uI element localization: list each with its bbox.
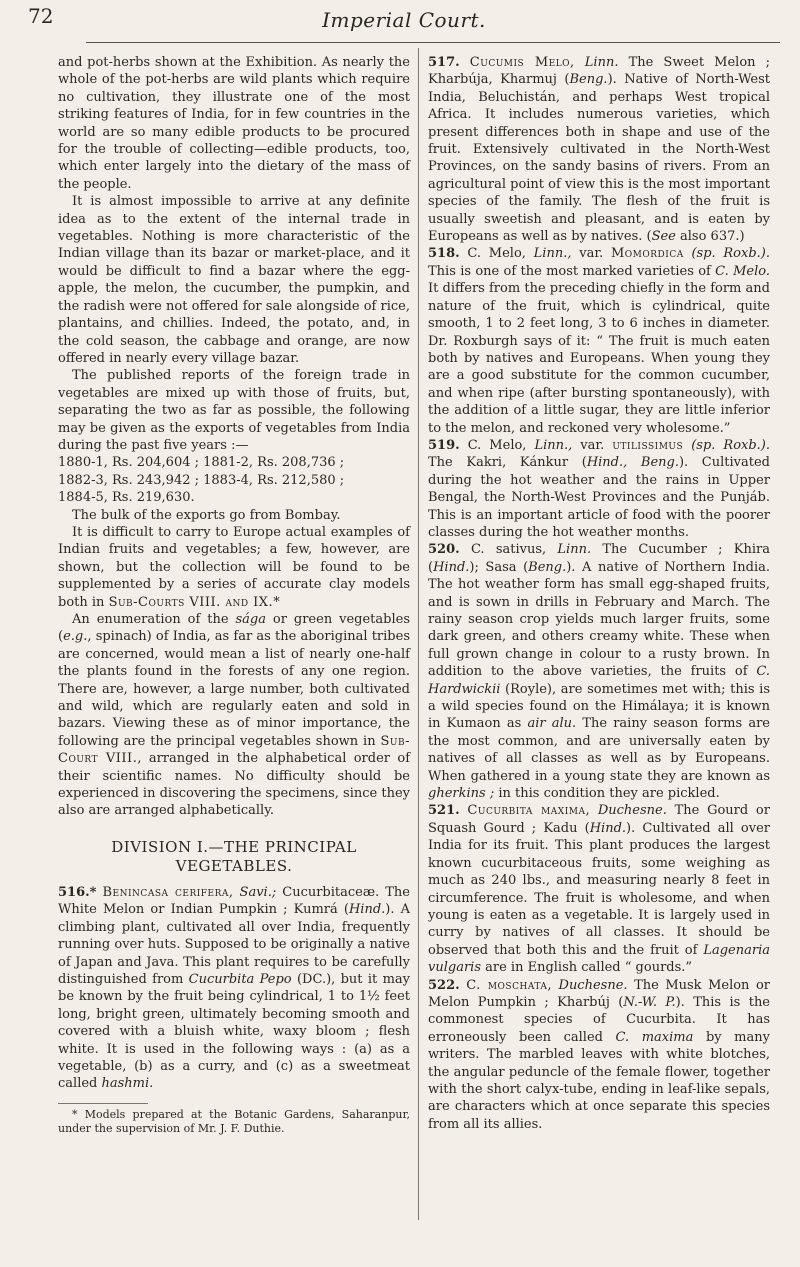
page-number: 72 bbox=[28, 4, 54, 28]
paragraph: The published reports of the foreign trade in vegetables are mixed up with those of fruits, but, separating the two as far as possible, the following may be given as the exports of vegetables from India during the past five years :— bbox=[58, 368, 410, 453]
right-column bbox=[428, 54, 770, 1133]
entry-520: 520. C. sativus, Linn. The Cucumber ; Khira (Hind.); Sasa (Beng.). A native of Northern India. The hot weather form has small egg-shaped fruits, and is sown in drills in February and March. The rainy season crop yields much larger fruits, some dark green, and others creamy white. These when full grown change in colour to a rusty brown. In addition to the above varieties, the fruits of C. Hardwickii (Royle), are sometimes met with; this is a wild species found on the Himálaya; it is known in Kumaon as air alu. The rainy season forms are the most common, and are universally eaten by natives of all classes as well as by Europeans. When gathered in a young state they are known as gherkins ; in this condition they are pickled. bbox=[428, 542, 770, 802]
paragraph: It is difficult to carry to Europe actual examples of Indian fruits and vegetables; a few, however, are shown, but the collection will be found to be supplemented by a series of accurate clay models both in Sub-Courts VIII. and IX.* bbox=[58, 524, 410, 610]
paragraph: It is almost impossible to arrive at any definite idea as to the extent of the internal trade in vegetables. Nothing is more characteristic of the Indian village than its bazar or market-place, and it would be difficult to find a bazar where the egg-apple, the melon, the cucumber, the pumpkin, and the radish were not offered for sale alongside of rice, plantains, and chillies. Indeed, the potato, and, in the cold season, the cabbage and orange, are now offered in nearly every village bazar. bbox=[58, 194, 410, 366]
running-title: Imperial Court. bbox=[322, 8, 486, 32]
paragraph: An enumeration of the sága or green vegetables (e.g., spinach) of India, as far as the aboriginal tribes are concerned, would mean a list of nearly one-half the plants found in the forests of any one region. There are, however, a large number, both cultivated and wild, which are regularly eaten and sold in bazars. Viewing these as of minor importance, the following are the principal vegetables shown in Sub-Court VIII., arranged in the alphabetical order of their scientific names. No difficulty should be experienced in discovering the specimens, since they also are arranged alphabetically. bbox=[58, 612, 411, 819]
column-divider bbox=[418, 48, 419, 1220]
entry-521: 521. Cucurbita maxima, Duchesne. The Gourd or Squash Gourd ; Kadu (Hind.). Cultivated all over India for its fruit. This plant produces the largest known cucurbitaceous fruits, some weighing as much as 240 lbs., and measuring nearly 8 feet in circumference. The fruit is wholesome, and when young is eaten as a vegetable. It is largely used in curry by natives of all classes. It should be observed that both this and the fruit of Lagenaria vulgaris are in English called “ gourds.” bbox=[428, 803, 770, 976]
export-figures-line: 1880-1, Rs. 204,604 ; 1881-2, Rs. 208,736 ; bbox=[58, 455, 345, 471]
page-header bbox=[28, 4, 780, 44]
left-column bbox=[58, 54, 410, 1136]
header-rule bbox=[86, 42, 780, 43]
paragraph: The bulk of the exports go from Bombay. bbox=[72, 507, 341, 523]
entry-517: 517. Cucumis Melo, Linn. The Sweet Melon ; Kharbúja, Kharmuj (Beng.). Native of North-West India, Beluchistán, and perhaps West tropical Africa. It includes numerous varieties, which present differences both in shape and use of the fruit. Extensively cultivated in the North-West Provinces, on the sandy basins of rivers. From an agricultural point of view this is the most important species of the family. The flesh of the fruit is usually sweetish and pleasant, and is eaten by Europeans as well as by natives. (See also 637.) bbox=[428, 55, 770, 245]
footnote: * Models prepared at the Botanic Gardens, Saharanpur, under the supervision of Mr. J. F. Duthie. bbox=[58, 1107, 410, 1135]
entry-519: 519. C. Melo, Linn., var. utilissimus (sp. Roxb.). The Kakri, Kánkur (Hind., Beng.). Cultivated during the hot weather and the rains in Upper Bengal, the North-West Provinces and the Punjáb. This is an important article of food with the poorer classes during the hot weather months. bbox=[428, 437, 771, 540]
export-figures-line: 1882-3, Rs. 243,942 ; 1883-4, Rs. 212,580 ; bbox=[58, 472, 345, 488]
paragraph: and pot-herbs shown at the Exhibition. As nearly the whole of the pot-herbs are wild plants which require no cultivation, they illustrate one of the most striking features of India, for in few countries in the world are so many edible products to be procured for the trouble of collecting—edible products, too, which enter largely into the dietary of the mass of the people. bbox=[58, 55, 410, 192]
entry-522: 522. C. moschata, Duchesne. The Musk Melon or Melon Pumpkin ; Kharbúj (N.-W. P.). This is the commonest species of Cucurbita. It has erroneously been called C. maxima by many writers. The marbled leaves with white blotches, the angular peduncle of the female flower, together with the short calyx-tube, ending in leaf-like sepals, are characters which at once separate this species from all its allies. bbox=[428, 977, 771, 1132]
footnote-rule bbox=[58, 1103, 148, 1104]
division-heading: DIVISION I.—THE PRINCIPAL VEGETABLES. bbox=[111, 837, 357, 875]
export-figures-line: 1884-5, Rs. 219,630. bbox=[58, 490, 195, 506]
entry-518: 518. C. Melo, Linn., var. Momordica (sp. Roxb.). This is one of the most marked varieties of C. Melo. It differs from the preceding chiefly in the form and nature of the fruit, which is cylindrical, quite smooth, 1 to 2 feet long, 3 to 6 inches in diameter. Dr. Roxburgh says of it: “ The fruit is much eaten both by natives and Europeans. When young they are a good substitute for the common cucumber, and when ripe (after bursting spontaneously), with the addition of a little sugar, they are little inferior to the melon, and reckoned very wholesome.” bbox=[428, 246, 770, 436]
entry-516: 516.* Benincasa cerifera, Savi.; Cucurbitaceæ. The White Melon or Indian Pumpkin ; Kumrá (Hind.). A climbing plant, cultivated all over India, frequently running over huts. Supposed to be originally a native of Japan and Java. This plant requires to be carefully distinguished from Cucurbita Pepo (DC.), but it may be known by the fruit being cylindrical, 1 to 1½ feet long, bright green, ultimately becoming smooth and covered with a bluish white, waxy bloom ; flesh white. It is used in the following ways : (a) as a vegetable, (b) as a curry, and (c) as a sweetmeat called hashmi. bbox=[58, 884, 411, 1092]
